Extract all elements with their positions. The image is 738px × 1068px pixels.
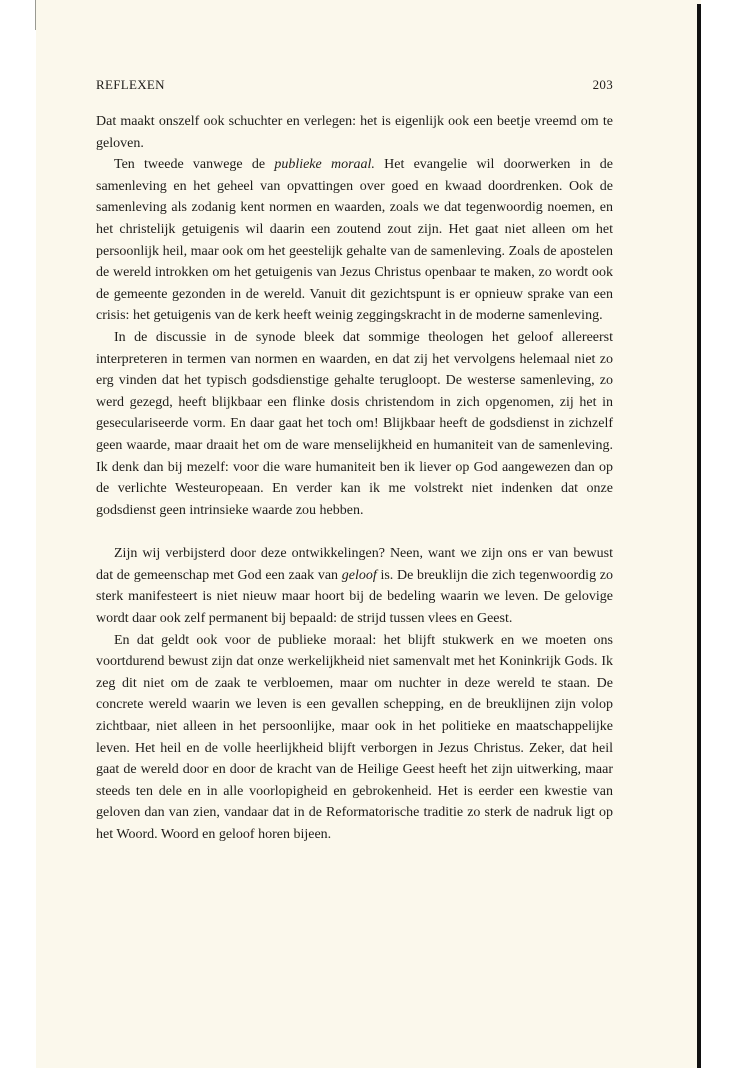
paragraph-text: Het evangelie wil doorwerken in de samenleving en het geheel van opvattingen over goed en kwaad doordrenken. Ook de samenleving als zodanig kent normen en waarden, zoals we dat tegenwoordig noemen, en het christelijk getuigenis wil daarin een zoutend zout zijn. Het gaat niet alleen om het persoonlijk heil, maar ook om het geestelijk gehalte van de samenleving. Zoals de apostelen de wereld introkken om het getuigenis van Jezus Christus openbaar te maken, zo wordt ook de gemeente gezonden in de wereld. Vanuit dit gezichtspunt is er opnieuw sprake van een crisis: het getuigenis van de kerk heeft weinig zeggingskracht in de moderne samenleving. [96, 157, 613, 324]
page-edge-line [35, 0, 36, 30]
page-number: 203 [592, 77, 613, 92]
book-edge-shadow [697, 4, 701, 1068]
paragraph: In de discussie in de synode bleek dat sommige theologen het geloof allereerst interpreteren in termen van normen en waarden, en dat zij het vervolgens helemaal niet zo erg vinden dat het typisch godsdienstige gehalte terugloopt. De westerse samenleving, zo werd gezegd, heeft blijkbaar een flinke dosis christendom in zich opgenomen, zij het in geseculariseerde vorm. En daar gaat het toch om! Blijkbaar heeft de godsdienst in zichzelf geen waarde, maar draait het om de ware menselijkheid en humaniteit van de samenleving. Ik denk dan bij mezelf: voor die ware humaniteit ben ik liever op God aangewezen dan op de verlichte Westeuropeaan. En verder kan ik me volstrekt niet indenken dat onze godsdienst geen intrinsieke waarde zou hebben. [96, 329, 613, 518]
paragraph [96, 154, 613, 327]
emphasized-text: geloof [341, 567, 377, 583]
running-title: REFLEXEN [96, 77, 165, 92]
paragraph-text: Zijn wij verbijsterd door deze ontwikkelingen? Neen, want we zijn ons er van bewust dat de gemeenschap met God een zaak van [96, 546, 613, 583]
paragraph-text: Ten tweede vanwege de [114, 157, 275, 173]
paragraph [96, 543, 613, 629]
paragraph: En dat geldt ook voor de publieke moraal: het blijft stukwerk en we moeten ons voortdurend bewust zijn dat onze werkelijkheid niet samenvalt met het Koninkrijk Gods. Ik zeg dit niet om de zaak te verbloemen, maar om nuchter in deze wereld te staan. De concrete wereld waarin we leven is een gevallen schepping, en de breuklijnen zijn volop zichtbaar, niet alleen in het persoonlijke, maar ook in het politieke en maatschappelijke leven. Het heil en de volle heerlijkheid blijft verborgen in Jezus Christus. Zeker, dat heil gaat de wereld door en door de kracht van de Heilige Geest heeft het zijn uitwerking, maar steeds ten dele en in alle voorlopigheid en gebrokenheid. Het is eerder een kwestie van geloven dan van zien, vandaar dat in de Reformatorische traditie zo sterk de nadruk ligt op het Woord. Woord en geloof horen bijeen. [96, 632, 613, 842]
running-header [96, 77, 613, 93]
section-break [96, 521, 613, 543]
body-text [96, 111, 613, 846]
paragraph: Dat maakt onszelf ook schuchter en verlegen: het is eigenlijk ook een beetje vreemd om te geloven. [96, 114, 613, 151]
emphasized-text: publieke moraal. [274, 157, 375, 173]
paragraph-text: is. De breuklijn die zich tegenwoordig zo sterk manifesteert is niet nieuw maar hoort bij de bedeling waarin we leven. De gelovige wordt daar ook zelf permanent bij bepaald: de strijd tussen vlees en Geest. [96, 567, 613, 627]
